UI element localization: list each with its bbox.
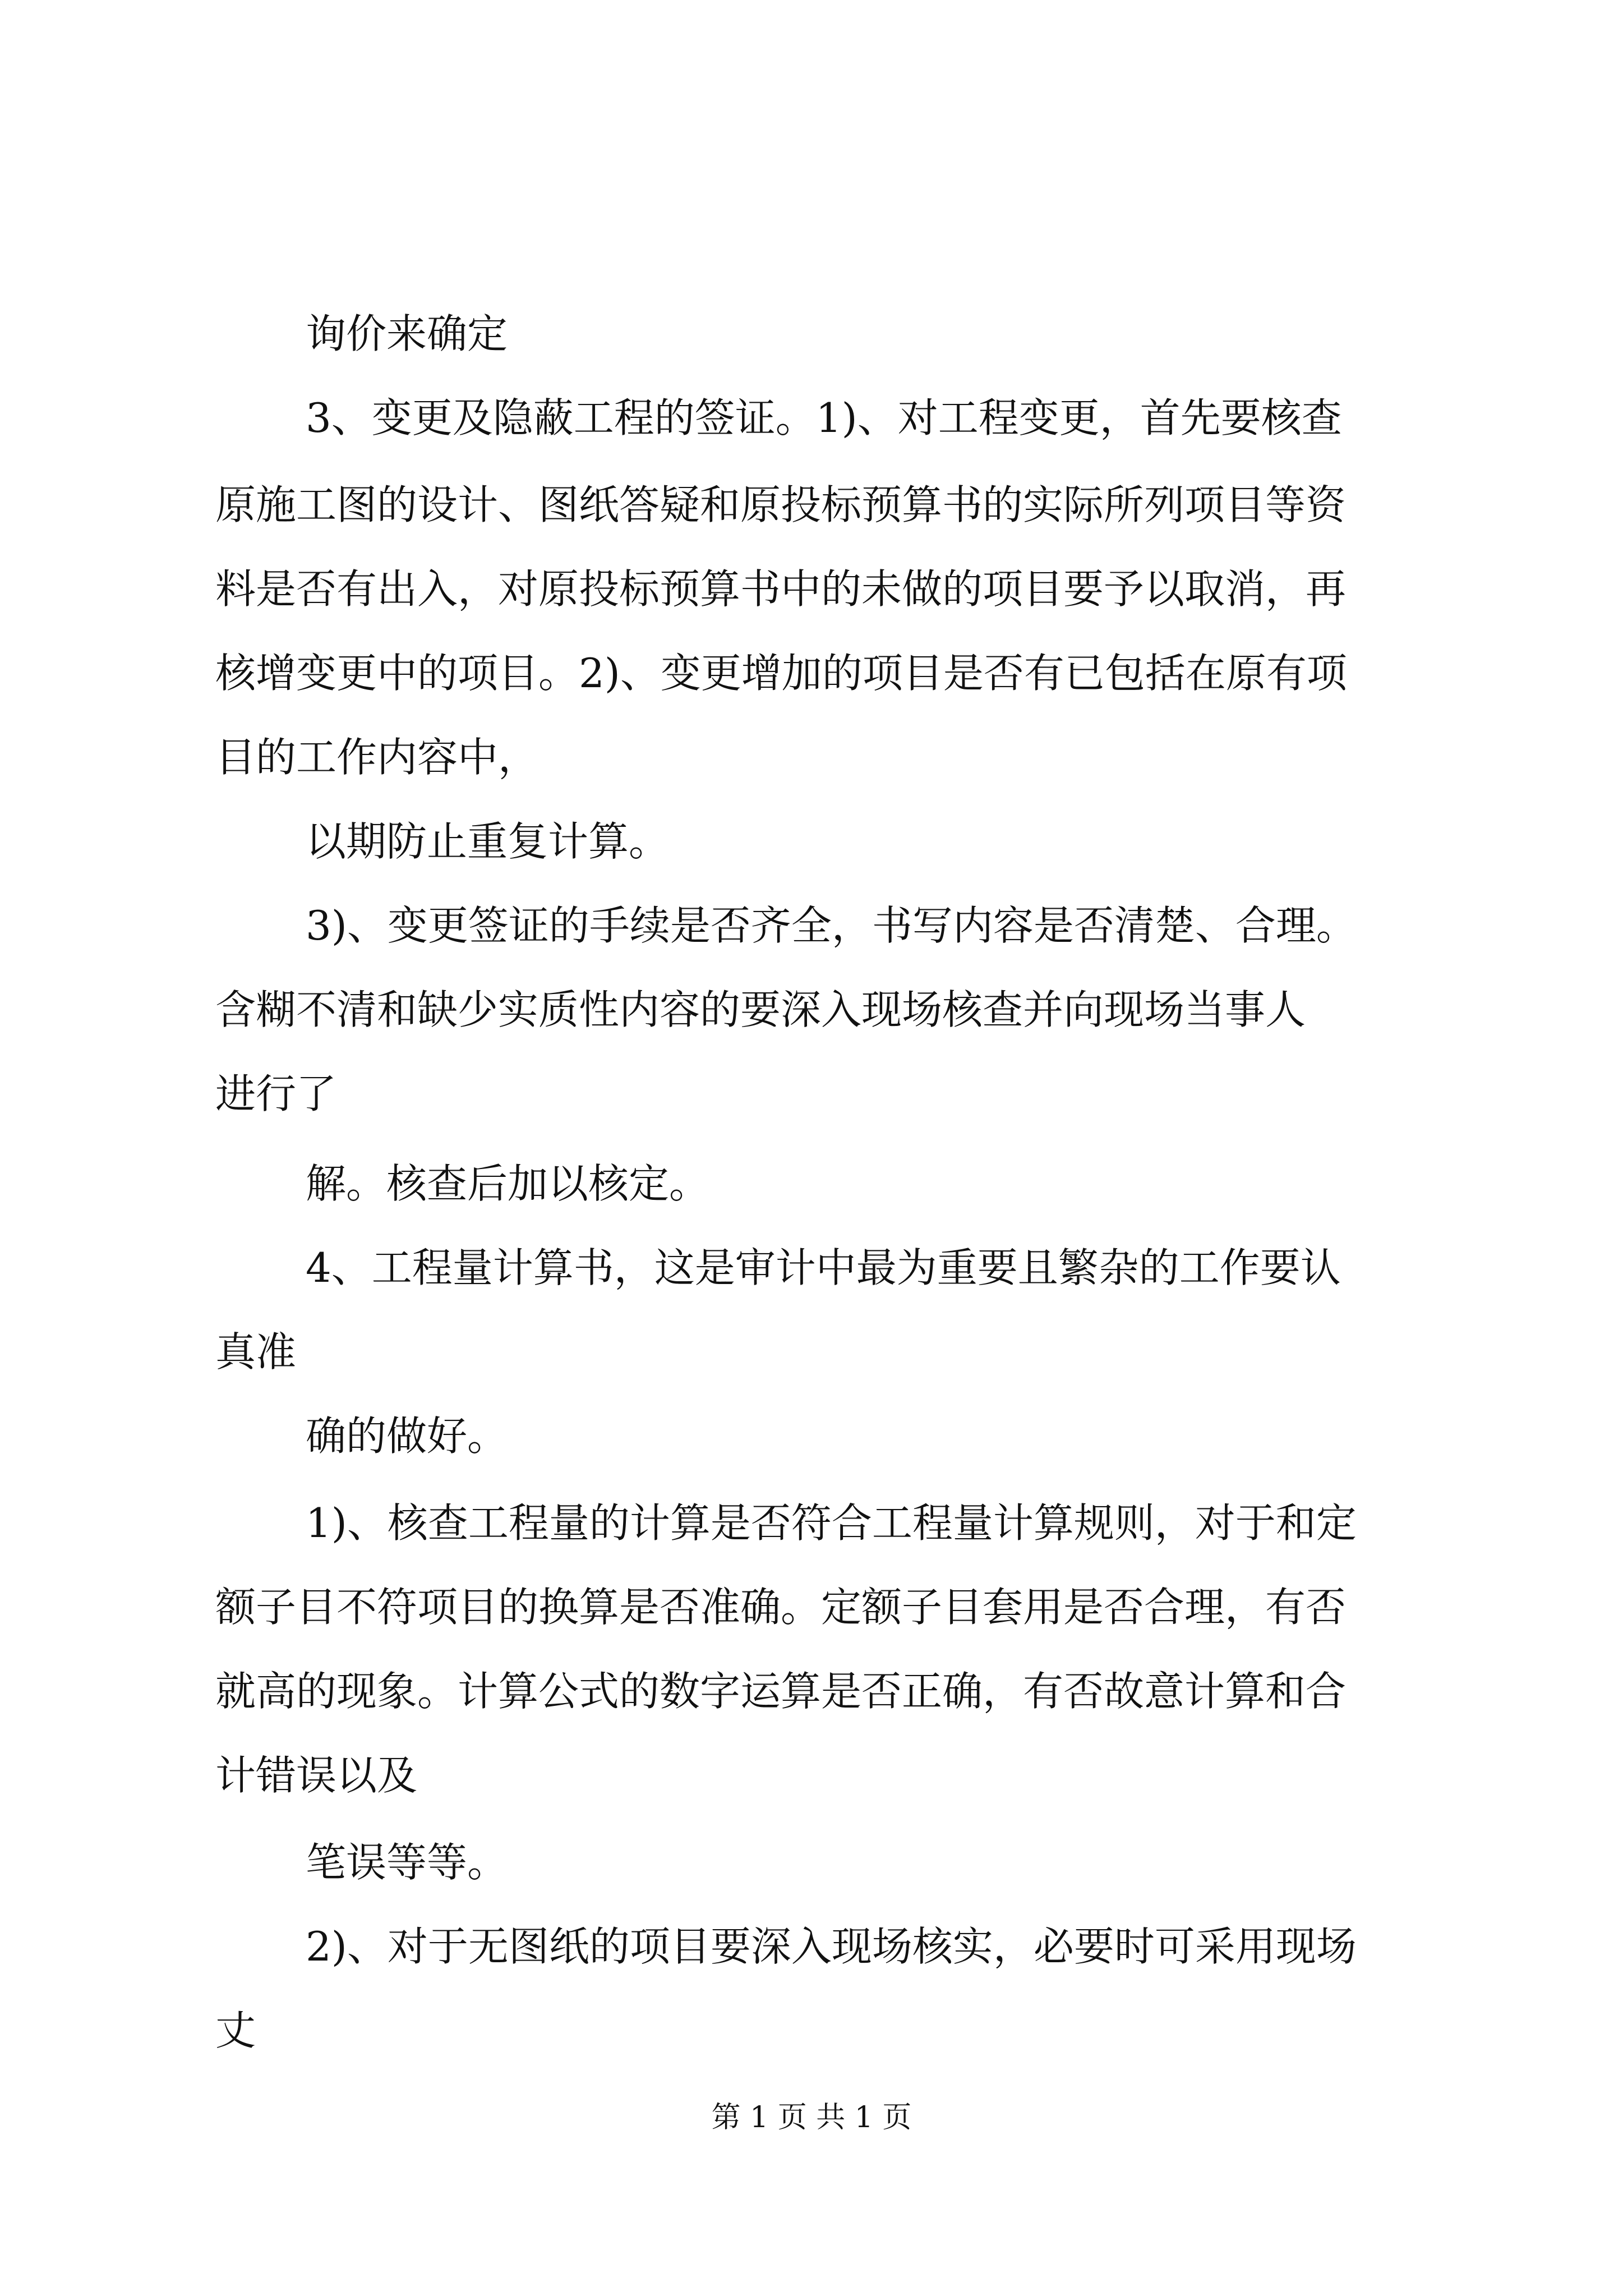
text-line: 4、工程量计算书，这是审计中最为重要且繁杂的工作要认 bbox=[306, 1244, 1341, 1291]
text-line: 笔误等等。 bbox=[306, 1839, 508, 1886]
text-line: 进行了 bbox=[215, 1070, 337, 1117]
text-line: 确的做好。 bbox=[306, 1412, 508, 1460]
text-line: 料是否有出入，对原投标预算书中的未做的项目要予以取消，再 bbox=[215, 565, 1347, 613]
text-line: 额子目不符项目的换算是否准确。定额子目套用是否合理，有否 bbox=[215, 1584, 1347, 1631]
text-line: 3、变更及隐蔽工程的签证。1)、对工程变更，首先要核查 bbox=[306, 394, 1342, 441]
text-line: 目的工作内容中， bbox=[215, 734, 539, 781]
text-line: 核增变更中的项目。2)、变更增加的项目是否有已包括在原有项 bbox=[215, 650, 1347, 697]
text-line: 含糊不清和缺少实质性内容的要深入现场核查并向现场当事人 bbox=[215, 986, 1306, 1033]
text-line: 2)、对于无图纸的项目要深入现场核实，必要时可采用现场 bbox=[306, 1923, 1357, 1970]
text-line: 解。核查后加以核定。 bbox=[306, 1160, 710, 1207]
text-line: 计错误以及 bbox=[215, 1752, 418, 1799]
text-line: 1)、核查工程量的计算是否符合工程量计算规则，对于和定 bbox=[306, 1499, 1357, 1547]
text-line: 3)、变更签证的手续是否齐全，书写内容是否清楚、合理。 bbox=[306, 902, 1357, 949]
text-line: 询价来确定 bbox=[306, 310, 508, 357]
text-line: 以期防止重复计算。 bbox=[306, 818, 670, 865]
text-line: 真准 bbox=[215, 1328, 297, 1375]
text-line: 原施工图的设计、图纸答疑和原投标预算书的实际所列项目等资 bbox=[215, 481, 1347, 528]
page-footer: 第 1 页 共 1 页 bbox=[711, 2101, 912, 2134]
text-line: 就高的现象。计算公式的数字运算是否正确，有否故意计算和合 bbox=[215, 1668, 1347, 1715]
text-line: 丈 bbox=[215, 2007, 256, 2054]
